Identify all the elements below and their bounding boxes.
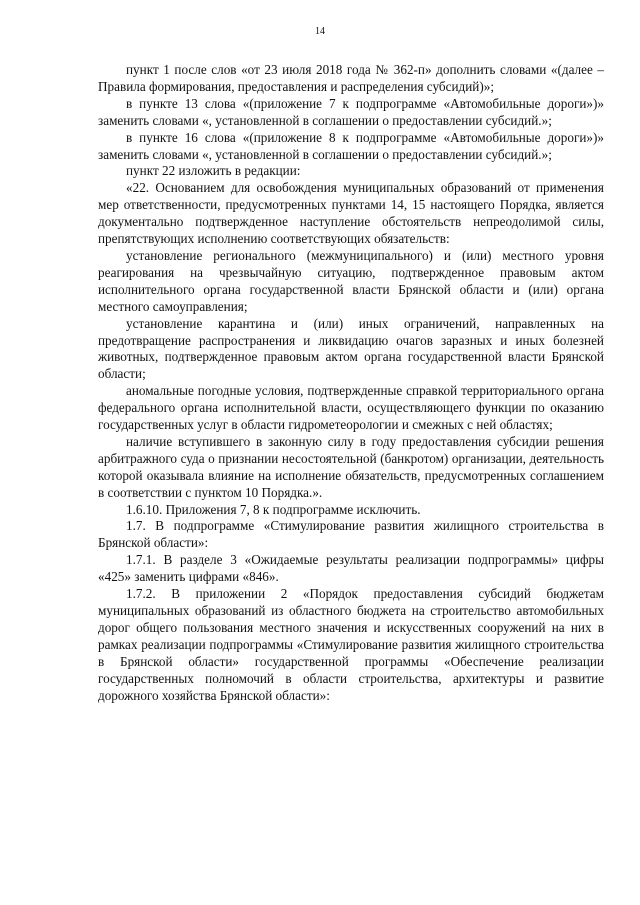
paragraph-6: установление регионального (межмуниципального) и (или) местного уровня реагирования на чрезвычайную ситуацию, подтвержденное правовым актом исполнительного органа государственной власти Брянской области и (или) органа местного самоуправления; [98,247,604,314]
paragraph-8: аномальные погодные условия, подтвержденные справкой территориального органа федерального органа исполнительной власти, осуществляющего функции по оказанию государственных услуг в области гидрометеорологии и смежных с ней областях; [98,383,604,433]
paragraph-9: наличие вступившего в законную силу в году предоставления субсидии решения арбитражного суда о признании несостоятельной (банкротом) организации, деятельность которой оказывала влияние на исполнение обязательств, предусмотренных соглашением в соответствии с пунктом 10 Порядка.». [98,433,604,500]
paragraph-12: 1.7.1. В разделе 3 «Ожидаемые результаты реализации подпрограммы» цифры «425» заменить цифрами «846». [98,552,604,585]
document-body [98,62,604,704]
paragraph-2: в пункте 13 слова «(приложение 7 к подпрограмме «Автомобильные дороги»)» заменить словами «, установленной в соглашении о предоставлении субсидий.»; [98,95,604,128]
paragraph-11: 1.7. В подпрограмме «Стимулирование развития жилищного строительства в Брянской области»: [98,518,604,551]
paragraph-13: 1.7.2. В приложении 2 «Порядок предоставления субсидий бюджетам муниципальных образований из областного бюджета на строительство автомобильных дорог общего пользования местного значения и искусственных сооружений на них в рамках реализации подпрограммы «Стимулирование развития жилищного строительства в Брянской области» государственной программы «Обеспечение реализации государственных полномочий в области строительства, архитектуры и развитие дорожного хозяйства Брянской области»: [98,586,604,703]
page-number: 14 [315,26,325,37]
paragraph-1: пункт 1 после слов «от 23 июля 2018 года № 362-п» дополнить словами «(далее – Правила формирования, предоставления и распределения субсидий)»; [98,62,604,94]
paragraph-4: пункт 22 изложить в редакции: [126,163,301,179]
paragraph-5: «22. Основанием для освобождения муниципальных образований от применения мер ответственности, предусмотренных пунктами 14, 15 настоящего Порядка, является документально подтвержденное наступление обстоятельств непреодолимой силы, препятствующих исполнению соответствующих обязательств: [98,180,604,247]
paragraph-3: в пункте 16 слова «(приложение 8 к подпрограмме «Автомобильные дороги»)» заменить словами «, установленной в соглашении о предоставлении субсидий.»; [98,129,604,162]
paragraph-10: 1.6.10. Приложения 7, 8 к подпрограмме исключить. [126,501,421,517]
paragraph-7: установление карантина и (или) иных ограничений, направленных на предотвращение распространения и ликвидацию очагов заразных и иных болезней животных, подтвержденное правовым актом органа государственной власти Брянской области; [98,315,604,382]
